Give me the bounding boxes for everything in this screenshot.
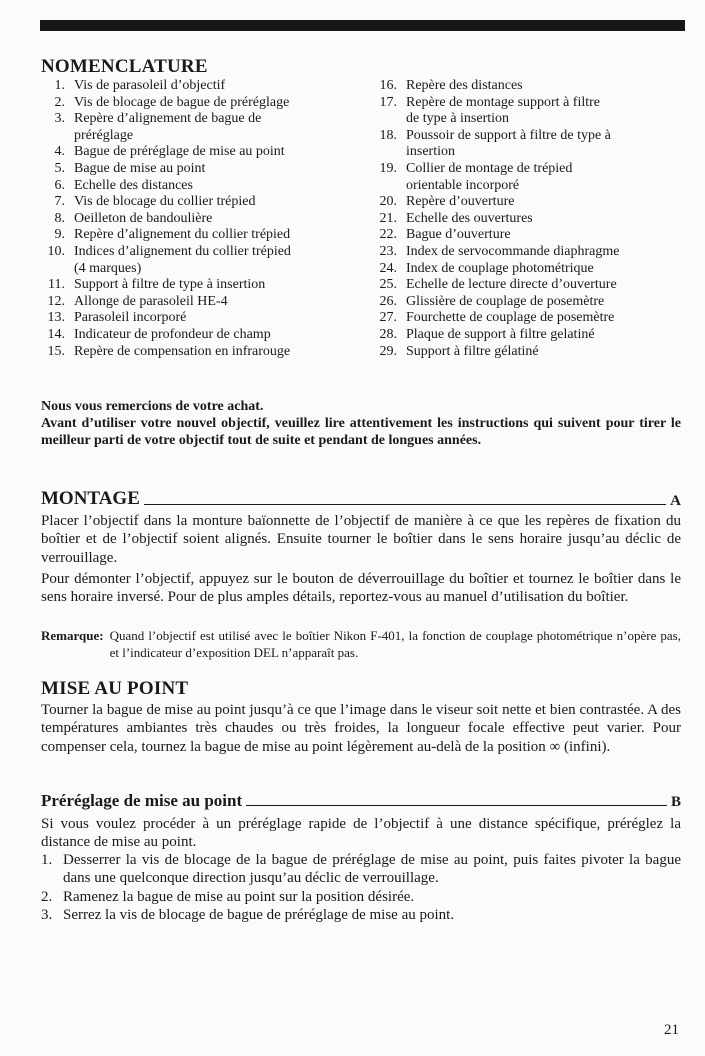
prereglage-title: Préréglage de mise au point <box>41 791 243 810</box>
montage-heading <box>41 488 681 510</box>
item-text: Echelle des distances <box>74 177 193 193</box>
item-number: 3. <box>54 111 65 127</box>
item-text: Fourchette de couplage de posemètre <box>406 310 615 326</box>
list-item <box>41 95 371 112</box>
item-text: Support à filtre gélatiné <box>406 343 539 359</box>
item-text: Ramenez la bague de mise au point sur la position désirée. <box>63 888 415 905</box>
list-item <box>41 144 371 161</box>
item-text: Repère de montage support à filtre de type à insertion <box>406 94 600 127</box>
item-number: 2. <box>54 94 65 110</box>
item-text: Indices d’alignement du collier trépied (4 marques) <box>74 243 291 276</box>
item-number: 12. <box>47 293 65 309</box>
item-number: 9. <box>54 227 65 243</box>
intro-block <box>41 398 681 449</box>
list-item <box>370 327 685 344</box>
list-item <box>41 888 681 906</box>
nomenclature-right-column <box>370 78 685 360</box>
list-item <box>370 277 685 294</box>
list-item <box>41 310 371 327</box>
list-item <box>41 277 371 294</box>
item-text: Repère d’alignement de bague de préréglage <box>74 111 262 143</box>
prereglage-letter: B <box>670 794 681 810</box>
item-number: 2. <box>41 888 53 905</box>
item-number: 3. <box>41 907 53 924</box>
montage-remark <box>41 627 681 661</box>
list-item <box>41 161 371 178</box>
item-number: 18. <box>379 127 397 143</box>
item-number: 13. <box>47 310 65 326</box>
list-item <box>370 78 685 95</box>
item-number: 10. <box>47 243 65 259</box>
item-text: Desserrer la vis de blocage de la bague de préréglage de mise au point, puis faites pivoter la bague dans une quelconque direction jusqu’au déclic de verrouillage. <box>63 852 681 887</box>
list-item <box>370 261 685 278</box>
item-text: Echelle des ouvertures <box>406 210 533 226</box>
item-number: 28. <box>379 326 397 342</box>
item-number: 21. <box>379 210 397 226</box>
list-item <box>41 851 681 888</box>
nomenclature-left-column <box>41 78 371 360</box>
item-number: 1. <box>54 78 65 93</box>
item-number: 8. <box>54 210 65 226</box>
list-item <box>41 211 371 228</box>
item-text: Vis de parasoleil d’objectif <box>74 78 226 93</box>
item-text: Repère d’ouverture <box>406 194 515 210</box>
list-item <box>41 327 371 344</box>
item-text: Poussoir de support à filtre de type à insertion <box>406 127 611 160</box>
item-text: Vis de blocage du collier trépied <box>74 194 256 210</box>
heading-rule <box>144 504 666 505</box>
list-item <box>41 906 681 924</box>
item-number: 29. <box>379 343 397 359</box>
prereglage-intro: Si vous voulez procéder à un préréglage rapide de l’objectif à une distance spécifique, préréglez la distance de mise au point. <box>41 816 681 851</box>
remark-label: Remarque: <box>41 628 104 643</box>
list-item <box>41 244 371 277</box>
item-text: Support à filtre de type à insertion <box>74 277 266 293</box>
prereglage-heading <box>41 791 681 811</box>
item-number: 14. <box>47 326 65 342</box>
item-number: 11. <box>48 277 65 293</box>
list-item <box>41 294 371 311</box>
item-text: Index de couplage photométrique <box>406 260 594 276</box>
montage-title: MONTAGE <box>41 488 140 509</box>
item-text: Bague d’ouverture <box>406 227 511 243</box>
item-text: Glissière de couplage de posemètre <box>406 293 605 309</box>
item-text: Allonge de parasoleil HE-4 <box>74 293 228 309</box>
list-item <box>370 244 685 261</box>
list-item <box>41 78 371 95</box>
list-item <box>370 310 685 327</box>
item-number: 7. <box>54 194 65 210</box>
item-number: 23. <box>379 243 397 259</box>
list-item <box>41 111 371 144</box>
list-item <box>370 294 685 311</box>
item-text: Repère des distances <box>406 78 523 93</box>
montage-paragraph-1: Placer l’objectif dans la monture baïonnette de l’objectif de manière à ce que les repères de fixation du boîtier et de l’objectif soient alignés. Ensuite tourner le boîtier dans le sens horaire jusqu’au déclic de verrouillage. <box>41 513 681 566</box>
list-item <box>370 227 685 244</box>
item-text: Repère d’alignement du collier trépied <box>74 227 291 243</box>
item-text: Bague de mise au point <box>74 160 206 176</box>
item-number: 19. <box>379 160 397 176</box>
item-number: 6. <box>54 177 65 193</box>
item-text: Oeilleton de bandoulière <box>74 210 213 226</box>
page-number: 21 <box>664 1022 679 1038</box>
item-number: 24. <box>379 260 397 276</box>
item-text: Plaque de support à filtre gelatiné <box>406 326 595 342</box>
mise-au-point-title: MISE AU POINT <box>41 678 189 699</box>
nomenclature-title: NOMENCLATURE <box>41 56 208 77</box>
item-number: 20. <box>379 194 397 210</box>
remark-text: Quand l’objectif est utilisé avec le boîtier Nikon F-401, la fonction de couplage photométrique n’opère pas, et l’indicateur d’exposition DEL n’apparaît pas. <box>109 628 681 660</box>
list-item <box>370 211 685 228</box>
item-number: 25. <box>379 277 397 293</box>
top-black-bar <box>40 20 685 31</box>
montage-paragraph-2: Pour démonter l’objectif, appuyez sur le bouton de déverrouillage du boîtier et tournez le boîtier dans le sens horaire inversé. Pour de plus amples détails, reportez-vous au manuel d’utilisation du boîtier. <box>41 571 681 606</box>
item-text: Bague de préréglage de mise au point <box>74 144 285 160</box>
list-item <box>370 344 685 361</box>
item-text: Repère de compensation en infrarouge <box>74 343 291 359</box>
item-text: Indicateur de profondeur de champ <box>74 326 271 342</box>
list-item <box>370 95 685 128</box>
item-number: 26. <box>379 293 397 309</box>
list-item <box>370 194 685 211</box>
item-number: 16. <box>379 78 397 93</box>
list-item <box>370 161 685 194</box>
intro-thanks: Nous vous remercions de votre achat. <box>41 399 264 414</box>
item-number: 5. <box>54 160 65 176</box>
item-text: Serrez la vis de blocage de bague de préréglage de mise au point. <box>63 907 455 924</box>
heading-rule <box>246 805 667 806</box>
item-number: 1. <box>41 852 53 868</box>
list-item <box>41 194 371 211</box>
mise-au-point-paragraph: Tourner la bague de mise au point jusqu’à ce que l’image dans le viseur soit nette et bien contrastée. A des températures ambiantes très chaudes ou très froides, la longueur focale effective peut varier. Pour compenser cela, tournez la bague de mise au point légèrement au-delà de la position ∞ (infini). <box>41 702 681 755</box>
item-text: Parasoleil incorporé <box>74 310 187 326</box>
intro-advice: Avant d’utiliser votre nouvel objectif, veuillez lire attentivement les instructions qui suivent pour tirer le meilleur parti de votre objectif tout de suite et pendant de longues années. <box>41 416 681 448</box>
prereglage-steps <box>41 851 681 925</box>
item-text: Collier de montage de trépied orientable incorporé <box>406 160 573 193</box>
item-number: 22. <box>379 227 397 243</box>
item-text: Vis de blocage de bague de préréglage <box>74 94 290 110</box>
list-item <box>41 344 371 361</box>
item-number: 27. <box>379 310 397 326</box>
item-text: Index de servocommande diaphragme <box>406 243 620 259</box>
item-number: 4. <box>54 144 65 160</box>
montage-letter: A <box>670 493 681 509</box>
item-text: Echelle de lecture directe d’ouverture <box>406 277 617 293</box>
list-item <box>41 227 371 244</box>
item-number: 17. <box>379 94 397 110</box>
list-item <box>370 128 685 161</box>
item-number: 15. <box>47 343 65 359</box>
list-item <box>41 178 371 195</box>
